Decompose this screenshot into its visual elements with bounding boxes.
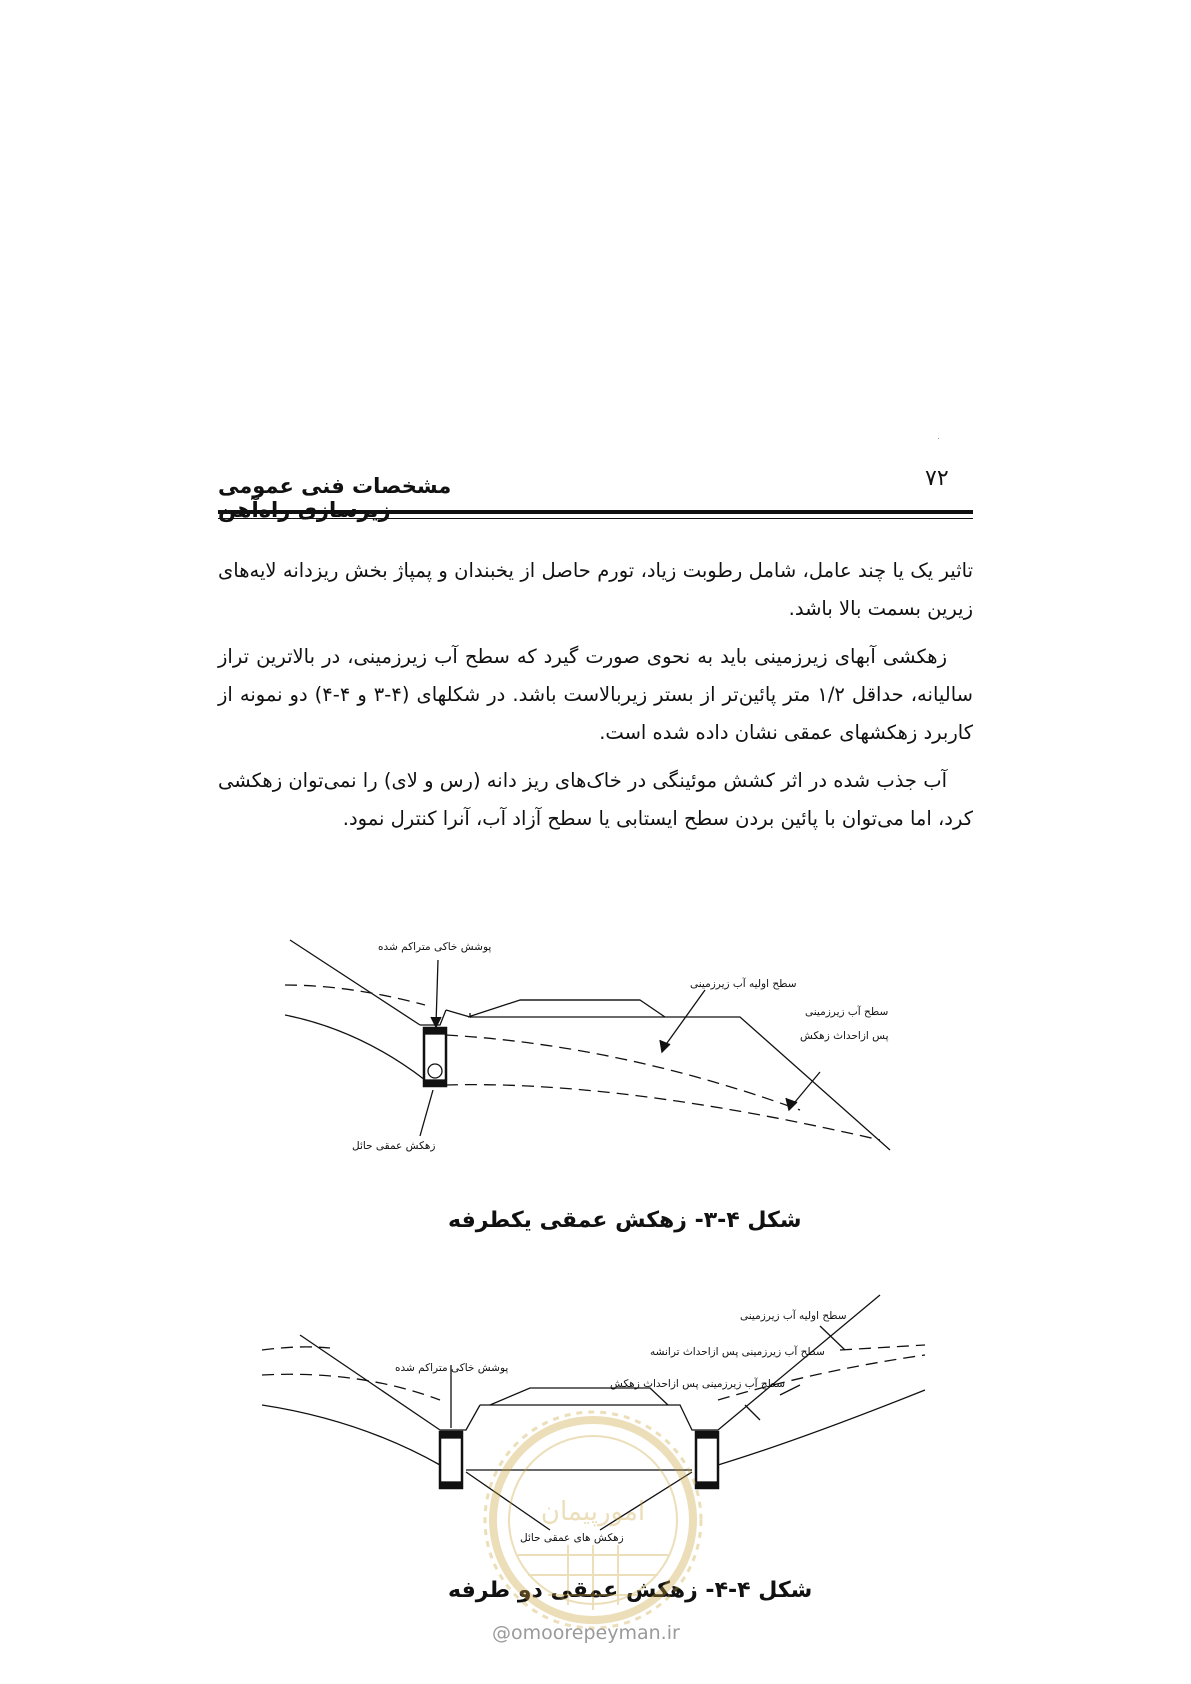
paragraph-2: زهکشی آبهای زیرزمینی باید به نحوی صورت گیرد که سطح آب زیرزمینی، در بالاترین تراز سالیانه، حداقل ۱/۲ متر پائین‌تر از بستر زیربالاست باشد. در شکلهای (۴-۳ و ۴-۴) دو نمونه از کاربرد زهکشهای عمقی نشان داده شده است. <box>218 645 973 744</box>
paragraph-3: آب جذب شده در اثر کشش موئینگی در خاک‌های ریز دانه (رس و لای) را نمی‌توان زهکشی کرد، اما می‌توان با پائین بردن سطح ایستابی یا سطح آزاد آب، آنرا کنترل نمود. <box>218 769 973 830</box>
running-title: مشخصات فنی عمومی <box>218 474 452 498</box>
caption-figure-4-4: شکل ۴-۴- زهکش عمقی دو طرفه <box>448 1578 813 1603</box>
label-water-after-1: سطح آب زیرزمینی <box>805 1006 889 1018</box>
ballast <box>490 1388 668 1405</box>
drain-base-left <box>440 1482 462 1488</box>
at-icon: @ <box>492 1622 511 1644</box>
drain-cap-left <box>440 1432 462 1438</box>
ditch-left <box>440 1405 480 1430</box>
ground-lower-right <box>718 1390 925 1465</box>
label-compacted-cover: پوشش خاکی متراکم شده <box>378 941 492 953</box>
label-deep-drains: زهکش های عمقی حائل <box>520 1532 624 1544</box>
corner-mark <box>938 438 939 439</box>
label-after-drain: سطح آب زیرزمینی پس ازاحداث زهکش <box>610 1378 786 1390</box>
initial-water-right <box>840 1345 925 1350</box>
drain-block-left <box>440 1432 462 1488</box>
label-compacted-cover-2: پوشش خاکی متراکم شده <box>395 1362 509 1374</box>
ground-slope-left <box>300 1335 440 1430</box>
stamp-text: امورپیمان <box>540 1497 646 1527</box>
label-water-after-2: پس ازاحداث زهکش <box>800 1030 889 1042</box>
stamp-logo-icon <box>478 1405 708 1635</box>
label-deep-drain: زهکش عمقی حائل <box>352 1140 436 1152</box>
watermark-site <box>492 1622 680 1644</box>
leader-drain <box>745 1405 760 1420</box>
label-initial-water-2: سطح اولیه آب زیرزمینی <box>740 1310 847 1322</box>
label-initial-water: سطح اولیه آب زیرزمینی <box>690 978 797 990</box>
page-number: ۷۲ <box>925 466 949 491</box>
label-after-trench: سطح آب زیرزمینی پس ازاحداث ترانشه <box>650 1346 825 1358</box>
paragraph-1: تاثیر یک یا چند عامل، شامل رطوبت زیاد، تورم حاصل از یخبندان و پمپاژ بخش ریزدانه لایه‌های زیرین بسمت بالا باشد. <box>218 559 973 620</box>
water-after-trench-left <box>262 1374 440 1400</box>
watermark-site-text: omoorepeyman.ir <box>511 1622 680 1644</box>
caption-figure-4-3: شکل ۴-۳- زهکش عمقی یکطرفه <box>448 1208 802 1233</box>
ground-lower-left <box>262 1405 440 1465</box>
